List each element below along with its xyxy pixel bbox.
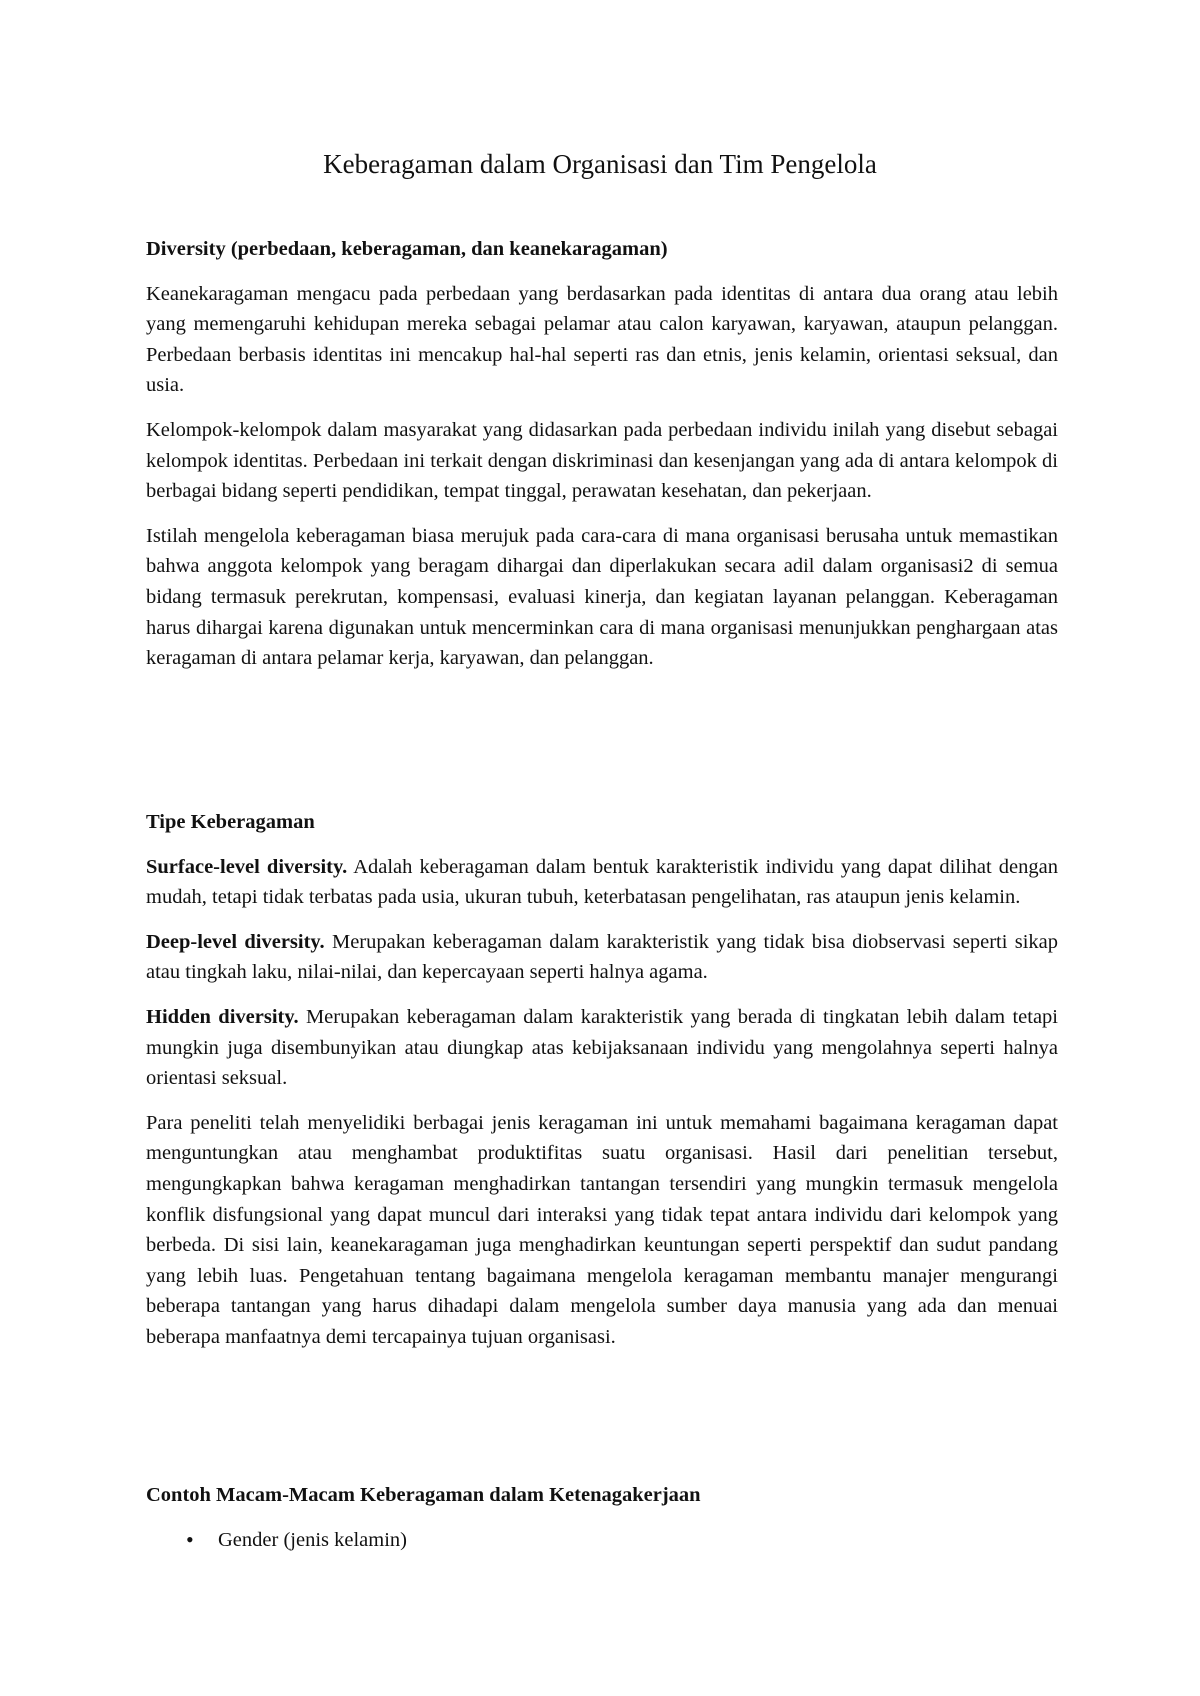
document-title: Keberagaman dalam Organisasi dan Tim Pengelola: [323, 149, 877, 179]
types-section: [146, 807, 1058, 1353]
deep-level-term: Deep-level diversity.: [146, 930, 325, 953]
deep-level-paragraph: [146, 927, 1058, 988]
types-heading: Tipe Keberagaman: [146, 811, 315, 833]
hidden-paragraph: [146, 1002, 1058, 1094]
deep-level-text: Merupakan keberagaman dalam karakteristik yang tidak bisa diobservasi seperti sikap atau tingkah laku, nilai-nilai, dan kepercayaan seperti halnya agama.: [146, 930, 1058, 984]
diversity-heading: Diversity (perbedaan, keberagaman, dan keanekaragaman): [146, 238, 668, 260]
diversity-paragraph-2: Kelompok-kelompok dalam masyarakat yang didasarkan pada perbedaan individu inilah yang disebut sebagai kelompok identitas. Perbedaan ini terkait dengan diskriminasi dan kesenjangan yang ada di antara kelompok di berbagai bidang seperti pendidikan, tempat tinggal, perawatan kesehatan, dan pekerjaan.: [146, 418, 1058, 503]
hidden-text: Merupakan keberagaman dalam karakteristik yang berada di tingkatan lebih dalam tetapi mungkin juga disembunyikan atau diungkap atas kebijaksanaan individu yang mengolahnya seperti halnya orientasi seksual.: [146, 1005, 1059, 1090]
diversity-paragraph-1: Keanekaragaman mengacu pada perbedaan yang berdasarkan pada identitas di antara dua orang atau lebih yang memengaruhi kehidupan mereka sebagai pelamar atau calon karyawan, karyawan, ataupun pelanggan. Perbedaan berbasis identitas ini mencakup hal-hal seperti ras dan etnis, jenis kelamin, orientasi seksual, dan usia.: [146, 282, 1058, 397]
surface-level-text: Adalah keberagaman dalam bentuk karakteristik individu yang dapat dilihat dengan mudah, tetapi tidak terbatas pada usia, ukuran tubuh, keterbatasan pengelihatan, ras ataupun jenis kelamin.: [146, 855, 1058, 909]
diversity-paragraph-3: Istilah mengelola keberagaman biasa merujuk pada cara-cara di mana organisasi berusaha untuk memastikan bahwa anggota kelompok yang beragam dihargai dan diperlakukan secara adil dalam organisasi2 di semua bidang termasuk perekrutan, kompensasi, evaluasi kinerja, dan kegiatan layanan pelanggan. Keberagaman harus dihargai karena digunakan untuk mencerminkan cara di mana organisasi menunjukkan penghargaan atas keragaman di antara pelamar kerja, karyawan, dan pelanggan.: [146, 524, 1058, 670]
examples-section: [146, 1480, 1058, 1555]
examples-heading: Contoh Macam-Macam Keberagaman dalam Ketenagakerjaan: [146, 1484, 701, 1506]
examples-list: [146, 1525, 1058, 1556]
surface-level-term: Surface-level diversity.: [146, 855, 348, 878]
diversity-section: [146, 234, 1058, 674]
surface-level-paragraph: [146, 852, 1058, 913]
research-paragraph: Para peneliti telah menyelidiki berbagai jenis keragaman ini untuk memahami bagaimana keragaman dapat menguntungkan atau menghambat produktifitas suatu organisasi. Hasil dari penelitian tersebut, mengungkapkan bahwa keragaman menghadirkan tantangan tersendiri yang mungkin termasuk mengelola konflik disfungsional yang dapat muncul dari interaksi yang tidak tepat antara individu dari kelompok yang berbeda. Di sisi lain, keanekaragaman juga menghadirkan keuntungan seperti perspektif dan sudut pandang yang lebih luas. Pengetahuan tentang bagaimana mengelola keragaman membantu manajer mengurangi beberapa tantangan yang harus dihadapi dalam mengelola sumber daya manusia yang ada dan menuai beberapa manfaatnya demi tercapainya tujuan organisasi.: [146, 1111, 1058, 1348]
hidden-term: Hidden diversity.: [146, 1005, 299, 1028]
list-item: • Gender (jenis kelamin): [146, 1525, 1058, 1556]
